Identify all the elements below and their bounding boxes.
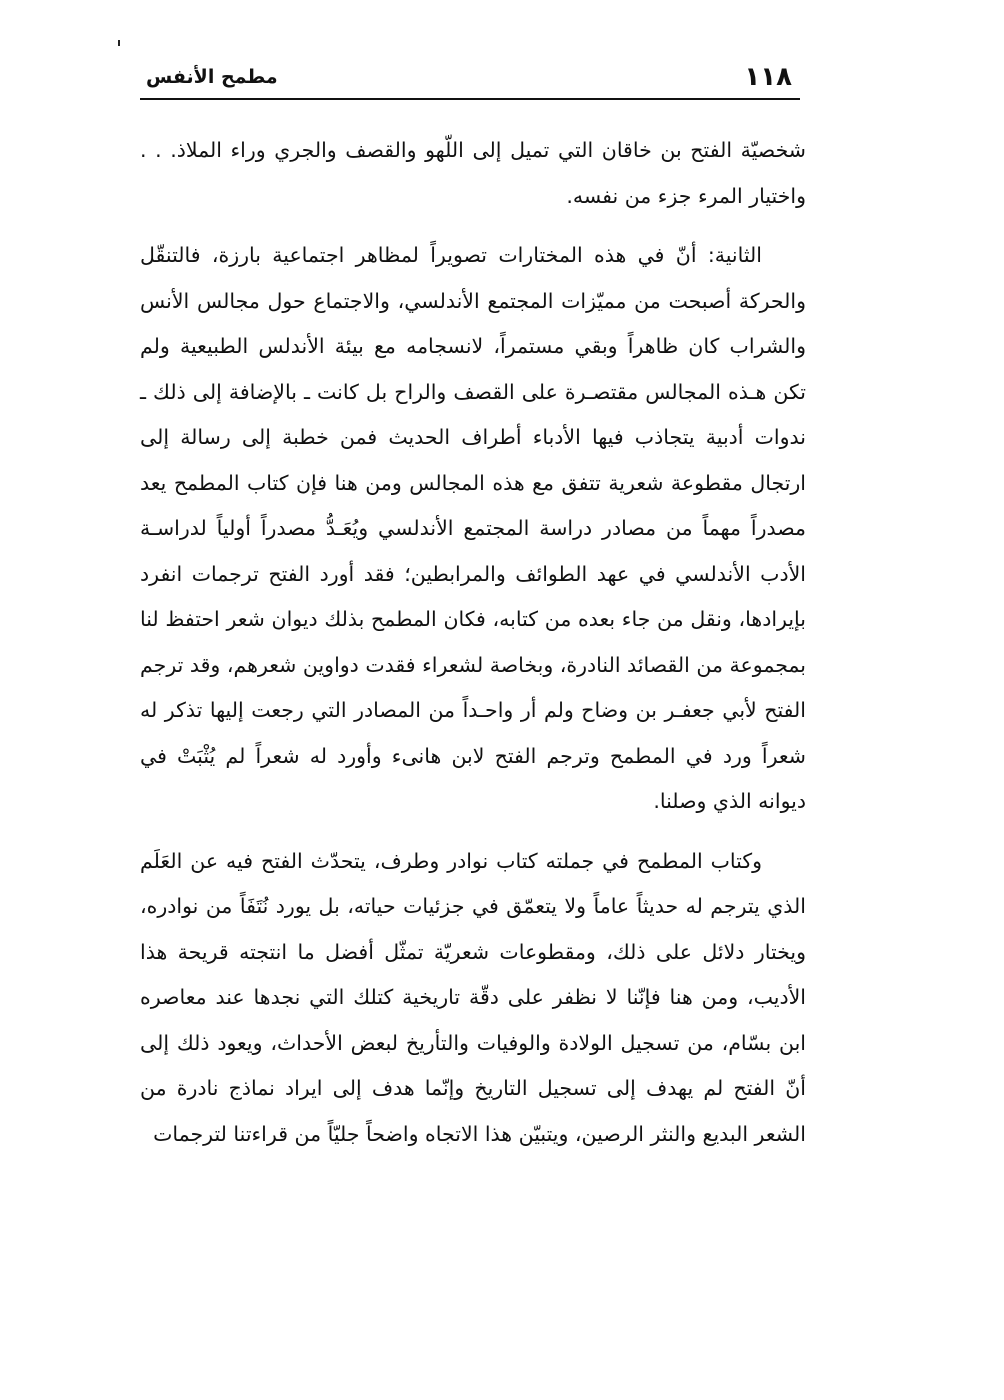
page-header [140,58,800,100]
paragraph-2: الثانية: أنّ في هذه المختارات تصويراً لمظاهر اجتماعية بارزة، فالتنقّل والحركة أصبحت من مميّزات المجتمع الأندلسي، والاجتماع حول مجالس الأنس والشراب كان ظاهراً وبقي مستمراً، لانسجامه مع بيئة الأندلس الطبيعية ولم تكن هـذه المجالس مقتصـرة على القصف والراح بل كانت ـ بالإضافة إلى ذلك ـ ندوات أدبية يتجاذب فيها الأدباء أطراف الحديث فمن خطبة إلى رسالة إلى ارتجال مقطوعة شعرية تتفق مع هذه المجالس ومن هنا فإن كتاب المطمح يعد مصدراً مهماً من مصادر دراسة المجتمع الأندلسي ويُعَـدُّ مصدراً أولياً لدراسـة الأدب الأندلسي في عهد الطوائف والمرابطين؛ فقد أورد الفتح ترجمات انفرد بإيرادها، ونقل من جاء بعده من كتابه، فكان المطمح بذلك ديوان شعر احتفظ لنا بمجموعة من القصائد النادرة، وبخاصة لشعراء فقدت دواوين شعرهم، وقد ترجم الفتح لأبي جعفـر بن وضاح ولم أر واحـداً من المصادر التي رجعت إليها تذكر له شعراً ورد في المطمح وترجم الفتح لابن هانىء وأورد له شعراً لم يُثْبَتْ في ديوانه الذي وصلنا. [140,243,806,813]
paragraph-1: شخصيّة الفتح بن خاقان التي تميل إلى اللّهو والقصف والجري وراء الملاذ. . . واختيار المرء جزء من نفسه. [140,138,806,208]
body-text [140,128,806,1157]
scan-mark [118,40,120,46]
running-title: مطمح الأنفس [146,66,278,88]
paragraph-3: وكتاب المطمح في جملته كتاب نوادر وطرف، يتحدّث الفتح فيه عن العَلَم الذي يترجم له حديثاً عاماً ولا يتعمّق في جزئيات حياته، بل يورد نُتَفَاً من نوادره، ويختار دلائل على ذلك، ومقطوعات شعريّة تمثّل أفضل ما انتجته قريحة هذا الأديب، ومن هنا فإنّنا لا نظفر على دقّة تاريخية كتلك التي نجدها عند معاصره ابن بسّام، من تسجيل الولادة والوفيات والتأريخ لبعض الأحداث، ويعود ذلك إلى أنّ الفتح لم يهدف إلى تسجيل التاريخ وإنّما هدف إلى ايراد نماذج نادرة من الشعر البديع والنثر الرصين، ويتبيّن هذا الاتجاه واضحاً جليّاً من قراءتنا لترجمات [140,848,806,1146]
page-number: ١١٨ [744,62,792,92]
